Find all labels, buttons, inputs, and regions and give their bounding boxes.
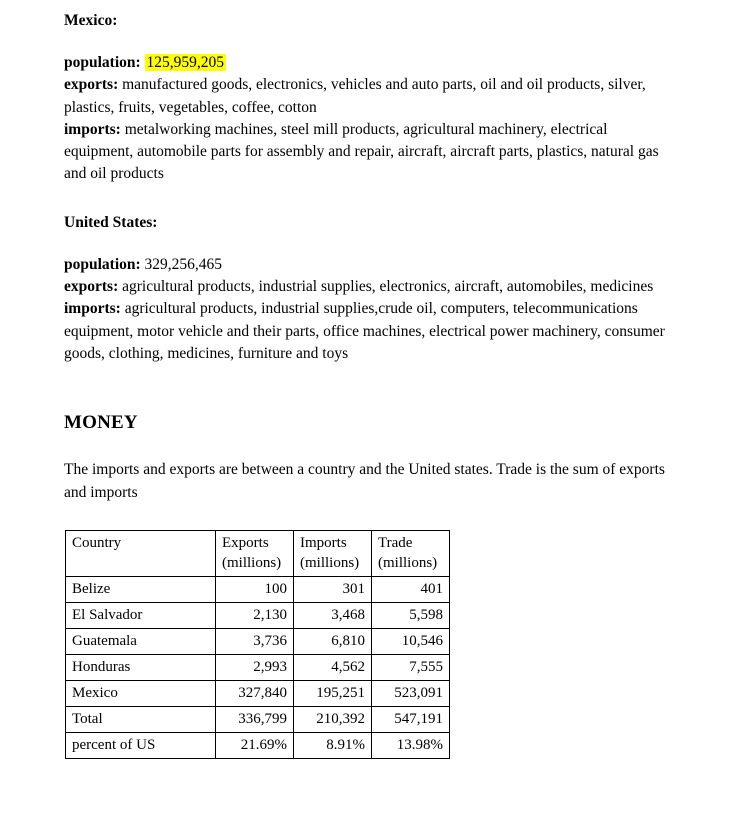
cell-exports: 21.69% — [216, 732, 294, 758]
table-row — [66, 602, 450, 628]
cell-trade: 5,598 — [372, 602, 450, 628]
fact-value-imports: agricultural products, industrial supplies,crude oil, computers, telecommunications equipment, motor vehicle and their parts, office machines, electrical power machinery, consumer goods, clothing, medicines, furniture and toys — [64, 300, 665, 362]
table-row — [66, 576, 450, 602]
cell-imports: 301 — [294, 576, 372, 602]
document-content — [64, 10, 680, 759]
col-header-exports-line2: (millions) — [222, 554, 282, 571]
country-heading-mexico: Mexico: — [64, 12, 118, 29]
cell-exports: 336,799 — [216, 706, 294, 732]
cell-country: Honduras — [66, 654, 216, 680]
fact-value-population: 329,256,465 — [144, 255, 223, 273]
cell-country: percent of US — [66, 732, 216, 758]
cell-country: El Salvador — [66, 602, 216, 628]
spacer — [64, 32, 680, 52]
cell-trade: 547,191 — [372, 706, 450, 732]
section-money — [64, 411, 680, 759]
col-header-country-line1: Country — [72, 534, 122, 551]
fact-label-population: population: — [64, 54, 141, 71]
fact-value-exports: agricultural products, industrial supplies, electronics, aircraft, automobiles, medicines — [122, 278, 654, 296]
col-header-trade — [372, 530, 450, 576]
col-header-trade-line1: Trade — [378, 534, 413, 551]
cell-exports: 3,736 — [216, 628, 294, 654]
cell-country: Total — [66, 706, 216, 732]
section-mexico — [64, 10, 680, 186]
cell-exports: 2,993 — [216, 654, 294, 680]
fact-population — [64, 254, 680, 276]
cell-trade: 401 — [372, 576, 450, 602]
cell-country: Belize — [66, 576, 216, 602]
table-row-total — [66, 706, 450, 732]
fact-value-population: 125,959,205 — [146, 54, 225, 71]
spacer — [64, 186, 680, 212]
fact-value-imports: metalworking machines, steel mill products, agricultural machinery, electrical equipment, automobile parts for assembly and repair, aircraft, aircraft parts, plastics, natural gas and oil products — [64, 120, 659, 183]
cell-country: Guatemala — [66, 628, 216, 654]
col-header-country — [66, 530, 216, 576]
fact-population — [64, 52, 680, 74]
table-row — [66, 680, 450, 706]
table-row — [66, 628, 450, 654]
cell-exports: 100 — [216, 576, 294, 602]
cell-imports: 3,468 — [294, 602, 372, 628]
cell-trade: 13.98% — [372, 732, 450, 758]
col-header-trade-line2: (millions) — [378, 554, 438, 571]
section-heading-money: MONEY — [64, 412, 138, 434]
country-heading-united-states: United States: — [64, 213, 158, 231]
spacer — [64, 435, 680, 459]
cell-imports: 8.91% — [294, 732, 372, 758]
money-intro-paragraph: The imports and exports are between a country and the United states. Trade is the sum of exports and imports — [64, 461, 665, 501]
cell-trade: 10,546 — [372, 628, 450, 654]
cell-trade: 7,555 — [372, 654, 450, 680]
cell-exports: 327,840 — [216, 680, 294, 706]
col-header-imports-line2: (millions) — [300, 554, 360, 571]
fact-label-imports: imports: — [64, 300, 121, 318]
trade-table-head — [66, 530, 450, 576]
cell-imports: 195,251 — [294, 680, 372, 706]
col-header-imports — [294, 530, 372, 576]
spacer — [64, 365, 680, 411]
col-header-exports-line1: Exports — [222, 534, 269, 551]
fact-label-imports: imports: — [64, 120, 121, 138]
cell-exports: 2,130 — [216, 602, 294, 628]
table-header-row — [66, 530, 450, 576]
fact-exports — [64, 276, 680, 298]
cell-imports: 4,562 — [294, 654, 372, 680]
fact-list-mexico — [64, 52, 680, 186]
table-row — [66, 654, 450, 680]
cell-imports: 210,392 — [294, 706, 372, 732]
fact-value-exports: manufactured goods, electronics, vehicles and auto parts, oil and oil products, silver, plastics, fruits, vegetables, coffee, cotton — [64, 76, 646, 116]
spacer — [64, 234, 680, 254]
cell-imports: 6,810 — [294, 628, 372, 654]
col-header-exports — [216, 530, 294, 576]
section-united-states — [64, 212, 680, 365]
fact-imports — [64, 298, 680, 365]
fact-list-united-states — [64, 254, 680, 365]
fact-imports — [64, 119, 680, 186]
fact-label-exports: exports: — [64, 76, 119, 94]
col-header-imports-line1: Imports — [300, 534, 347, 551]
fact-exports — [64, 74, 680, 119]
cell-trade: 523,091 — [372, 680, 450, 706]
trade-table-body — [66, 576, 450, 758]
table-row-percent — [66, 732, 450, 758]
fact-label-population: population: — [64, 255, 141, 273]
fact-label-exports: exports: — [64, 278, 119, 296]
trade-table — [65, 530, 450, 759]
cell-country: Mexico — [66, 680, 216, 706]
